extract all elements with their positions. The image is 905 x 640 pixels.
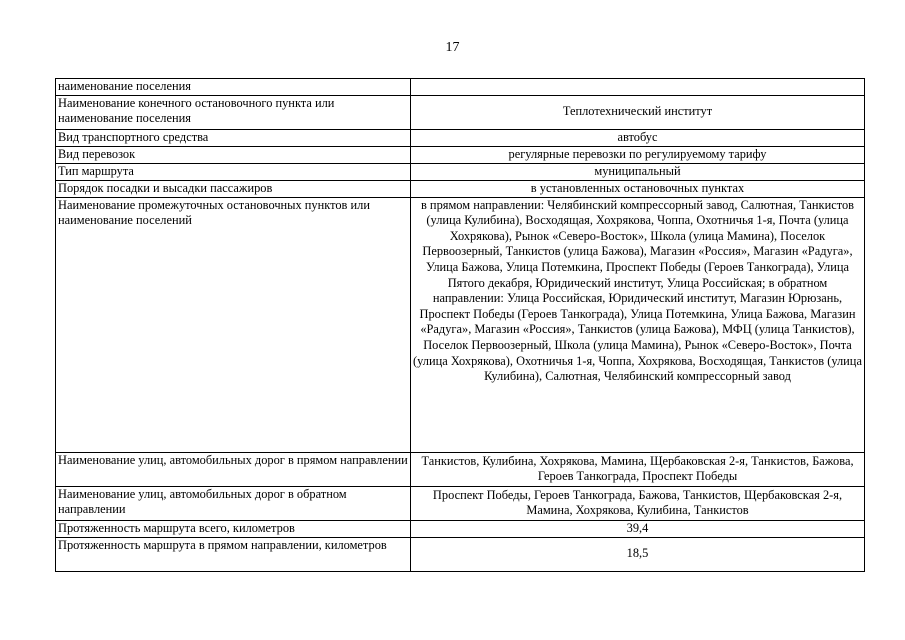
row-label: Порядок посадки и высадки пассажиров: [56, 180, 411, 197]
table-row: [56, 129, 865, 146]
table-row: [56, 79, 865, 96]
table-row: [56, 180, 865, 197]
row-label: Протяженность маршрута всего, километров: [56, 520, 411, 537]
row-value: Теплотехнический институт: [411, 95, 865, 129]
row-label: наименование поселения: [56, 79, 411, 96]
table-row: [56, 95, 865, 129]
row-label: Протяженность маршрута в прямом направлении, километров: [56, 537, 411, 571]
table-row: [56, 197, 865, 452]
table-row: [56, 163, 865, 180]
row-label: Тип маршрута: [56, 163, 411, 180]
row-label: Вид транспортного средства: [56, 129, 411, 146]
row-label: Наименование улиц, автомобильных дорог в прямом направлении: [56, 452, 411, 486]
row-value: муниципальный: [411, 163, 865, 180]
row-value: Проспект Победы, Героев Танкограда, Бажова, Танкистов, Щербаковская 2-я, Мамина, Хохрякова, Кулибина, Танкистов: [411, 486, 865, 520]
route-parameters-table: [55, 78, 865, 572]
row-value: регулярные перевозки по регулируемому тарифу: [411, 146, 865, 163]
table-row: [56, 452, 865, 486]
row-value: автобус: [411, 129, 865, 146]
table-row: [56, 146, 865, 163]
row-value: 39,4: [411, 520, 865, 537]
row-value: в установленных остановочных пунктах: [411, 180, 865, 197]
row-label: Вид перевозок: [56, 146, 411, 163]
table-row: [56, 537, 865, 571]
table-row: [56, 486, 865, 520]
row-value: в прямом направлении: Челябинский компрессорный завод, Салютная, Танкистов (улица Кулибина), Восходящая, Хохрякова, Чоппа, Охотничья 1-я, Почта (улица Хохрякова), Рынок «Северо-Восток», Школа (улица Мамина), Поселок Первоозерный, Танкистов (улица Бажова), Магазин «Россия», Магазин «Радуга», Улица Бажова, Улица Потемкина, Проспект Победы (Героев Танкограда), Улица Пятого декабря, Юридический институт, Улица Российская; в обратном направлении: Улица Российская, Юридический институт, Магазин Юрюзань, Проспект Победы (Героев Танкограда), Улица Потемкина, Улица Бажова, Магазин «Радуга», Магазин «Россия», Танкистов (улица Бажова), МФЦ (улица Танкистов), Поселок Первоозерный, Школа (улица Мамина), Рынок «Северо-Восток», Почта (улица Хохрякова), Охотничья 1-я, Чоппа, Хохрякова, Восходящая, Танкистов (улица Кулибина), Салютная, Челябинский компрессорный завод: [411, 197, 865, 452]
row-value: Танкистов, Кулибина, Хохрякова, Мамина, Щербаковская 2-я, Танкистов, Бажова, Героев Танкограда, Проспект Победы: [411, 452, 865, 486]
row-label: Наименование промежуточных остановочных пунктов или наименование поселений: [56, 197, 411, 452]
row-value: 18,5: [411, 537, 865, 571]
table-row: [56, 520, 865, 537]
row-label: Наименование улиц, автомобильных дорог в обратном направлении: [56, 486, 411, 520]
page-number: 17: [445, 40, 460, 55]
row-value: [411, 79, 865, 96]
row-label: Наименование конечного остановочного пункта или наименование поселения: [56, 95, 411, 129]
